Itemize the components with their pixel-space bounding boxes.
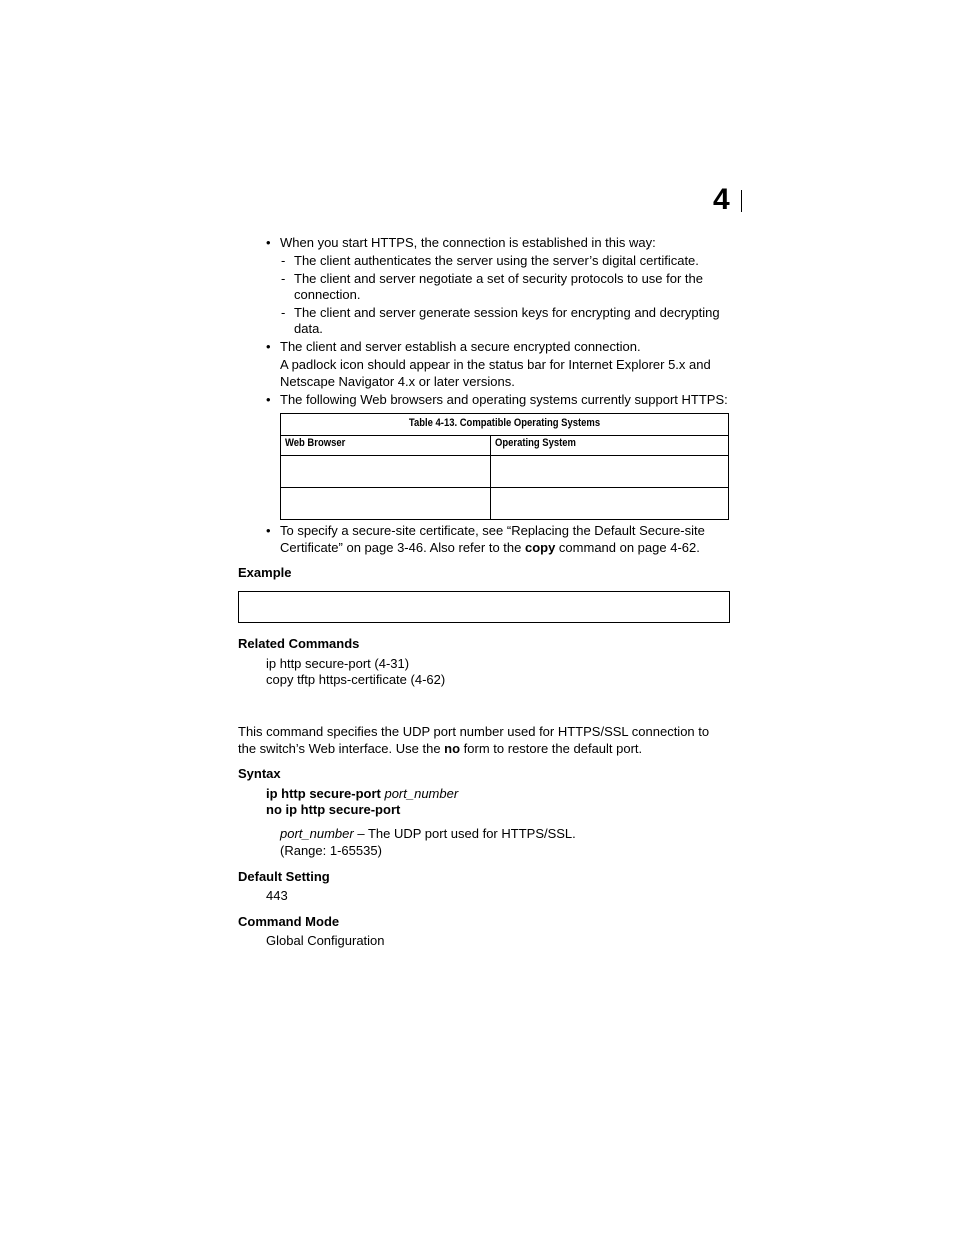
- table-divider: [280, 487, 729, 488]
- related-command: copy tftp https-certificate (4-62): [266, 672, 446, 687]
- bullet-text: Netscape Navigator 4.x or later versions.: [280, 374, 515, 389]
- sub-bullet-text: The client and server negotiate a set of security protocols to use for the: [294, 271, 703, 286]
- bullet-marker: •: [266, 339, 271, 354]
- syntax-command: ip http secure-port port_number: [266, 786, 459, 801]
- sub-bullet-text: The client authenticates the server using the server’s digital certificate.: [294, 253, 699, 268]
- bullet-text: To specify a secure-site certificate, see “Replacing the Default Secure-site: [280, 523, 705, 538]
- bullet-text: The client and server establish a secure encrypted connection.: [280, 339, 641, 354]
- table-caption: Table 4-13. Compatible Operating Systems: [408, 417, 601, 429]
- syntax-heading: Syntax: [238, 766, 281, 781]
- bullet-text: The following Web browsers and operating systems currently support HTTPS:: [280, 392, 728, 407]
- default-setting-value: 443: [266, 888, 288, 903]
- related-commands-heading: Related Commands: [238, 636, 360, 651]
- sub-bullet-text: connection.: [294, 287, 361, 302]
- sub-bullet-text: data.: [294, 321, 323, 336]
- dash-marker: -: [281, 271, 286, 286]
- sub-bullet-text: The client and server generate session keys for encrypting and decrypting: [294, 305, 720, 320]
- table-divider: [280, 455, 729, 456]
- syntax-parameter: port_number – The UDP port used for HTTPS/SSL.: [280, 826, 576, 841]
- bullet-text: A padlock icon should appear in the status bar for Internet Explorer 5.x and: [280, 357, 711, 372]
- bullet-marker: •: [266, 523, 271, 538]
- table-header-web-browser: Web Browser: [285, 437, 346, 449]
- example-heading: Example: [238, 565, 292, 580]
- table-column-divider: [490, 435, 491, 520]
- description-text: This command specifies the UDP port number used for HTTPS/SSL connection to: [238, 724, 710, 739]
- syntax-parameter-range: (Range: 1-65535): [280, 843, 382, 858]
- bullet-marker: •: [266, 392, 271, 407]
- command-mode-value: Global Configuration: [266, 933, 385, 948]
- example-box: [238, 591, 730, 623]
- dash-marker: -: [281, 253, 286, 268]
- bullet-marker: •: [266, 235, 271, 250]
- related-command: ip http secure-port (4-31): [266, 656, 410, 671]
- bullet-text: When you start HTTPS, the connection is established in this way:: [280, 235, 656, 250]
- chapter-number: 4: [713, 183, 730, 216]
- description-text: the switch’s Web interface. Use the no form to restore the default port.: [238, 741, 643, 756]
- syntax-command: no ip http secure-port: [266, 802, 401, 817]
- chapter-bar: [741, 190, 742, 212]
- dash-marker: -: [281, 305, 286, 320]
- default-setting-heading: Default Setting: [238, 869, 330, 884]
- bullet-text: Certificate” on page 3-46. Also refer to the copy command on page 4-62.: [280, 540, 700, 555]
- command-mode-heading: Command Mode: [238, 914, 340, 929]
- table-header-operating-system: Operating System: [495, 437, 576, 449]
